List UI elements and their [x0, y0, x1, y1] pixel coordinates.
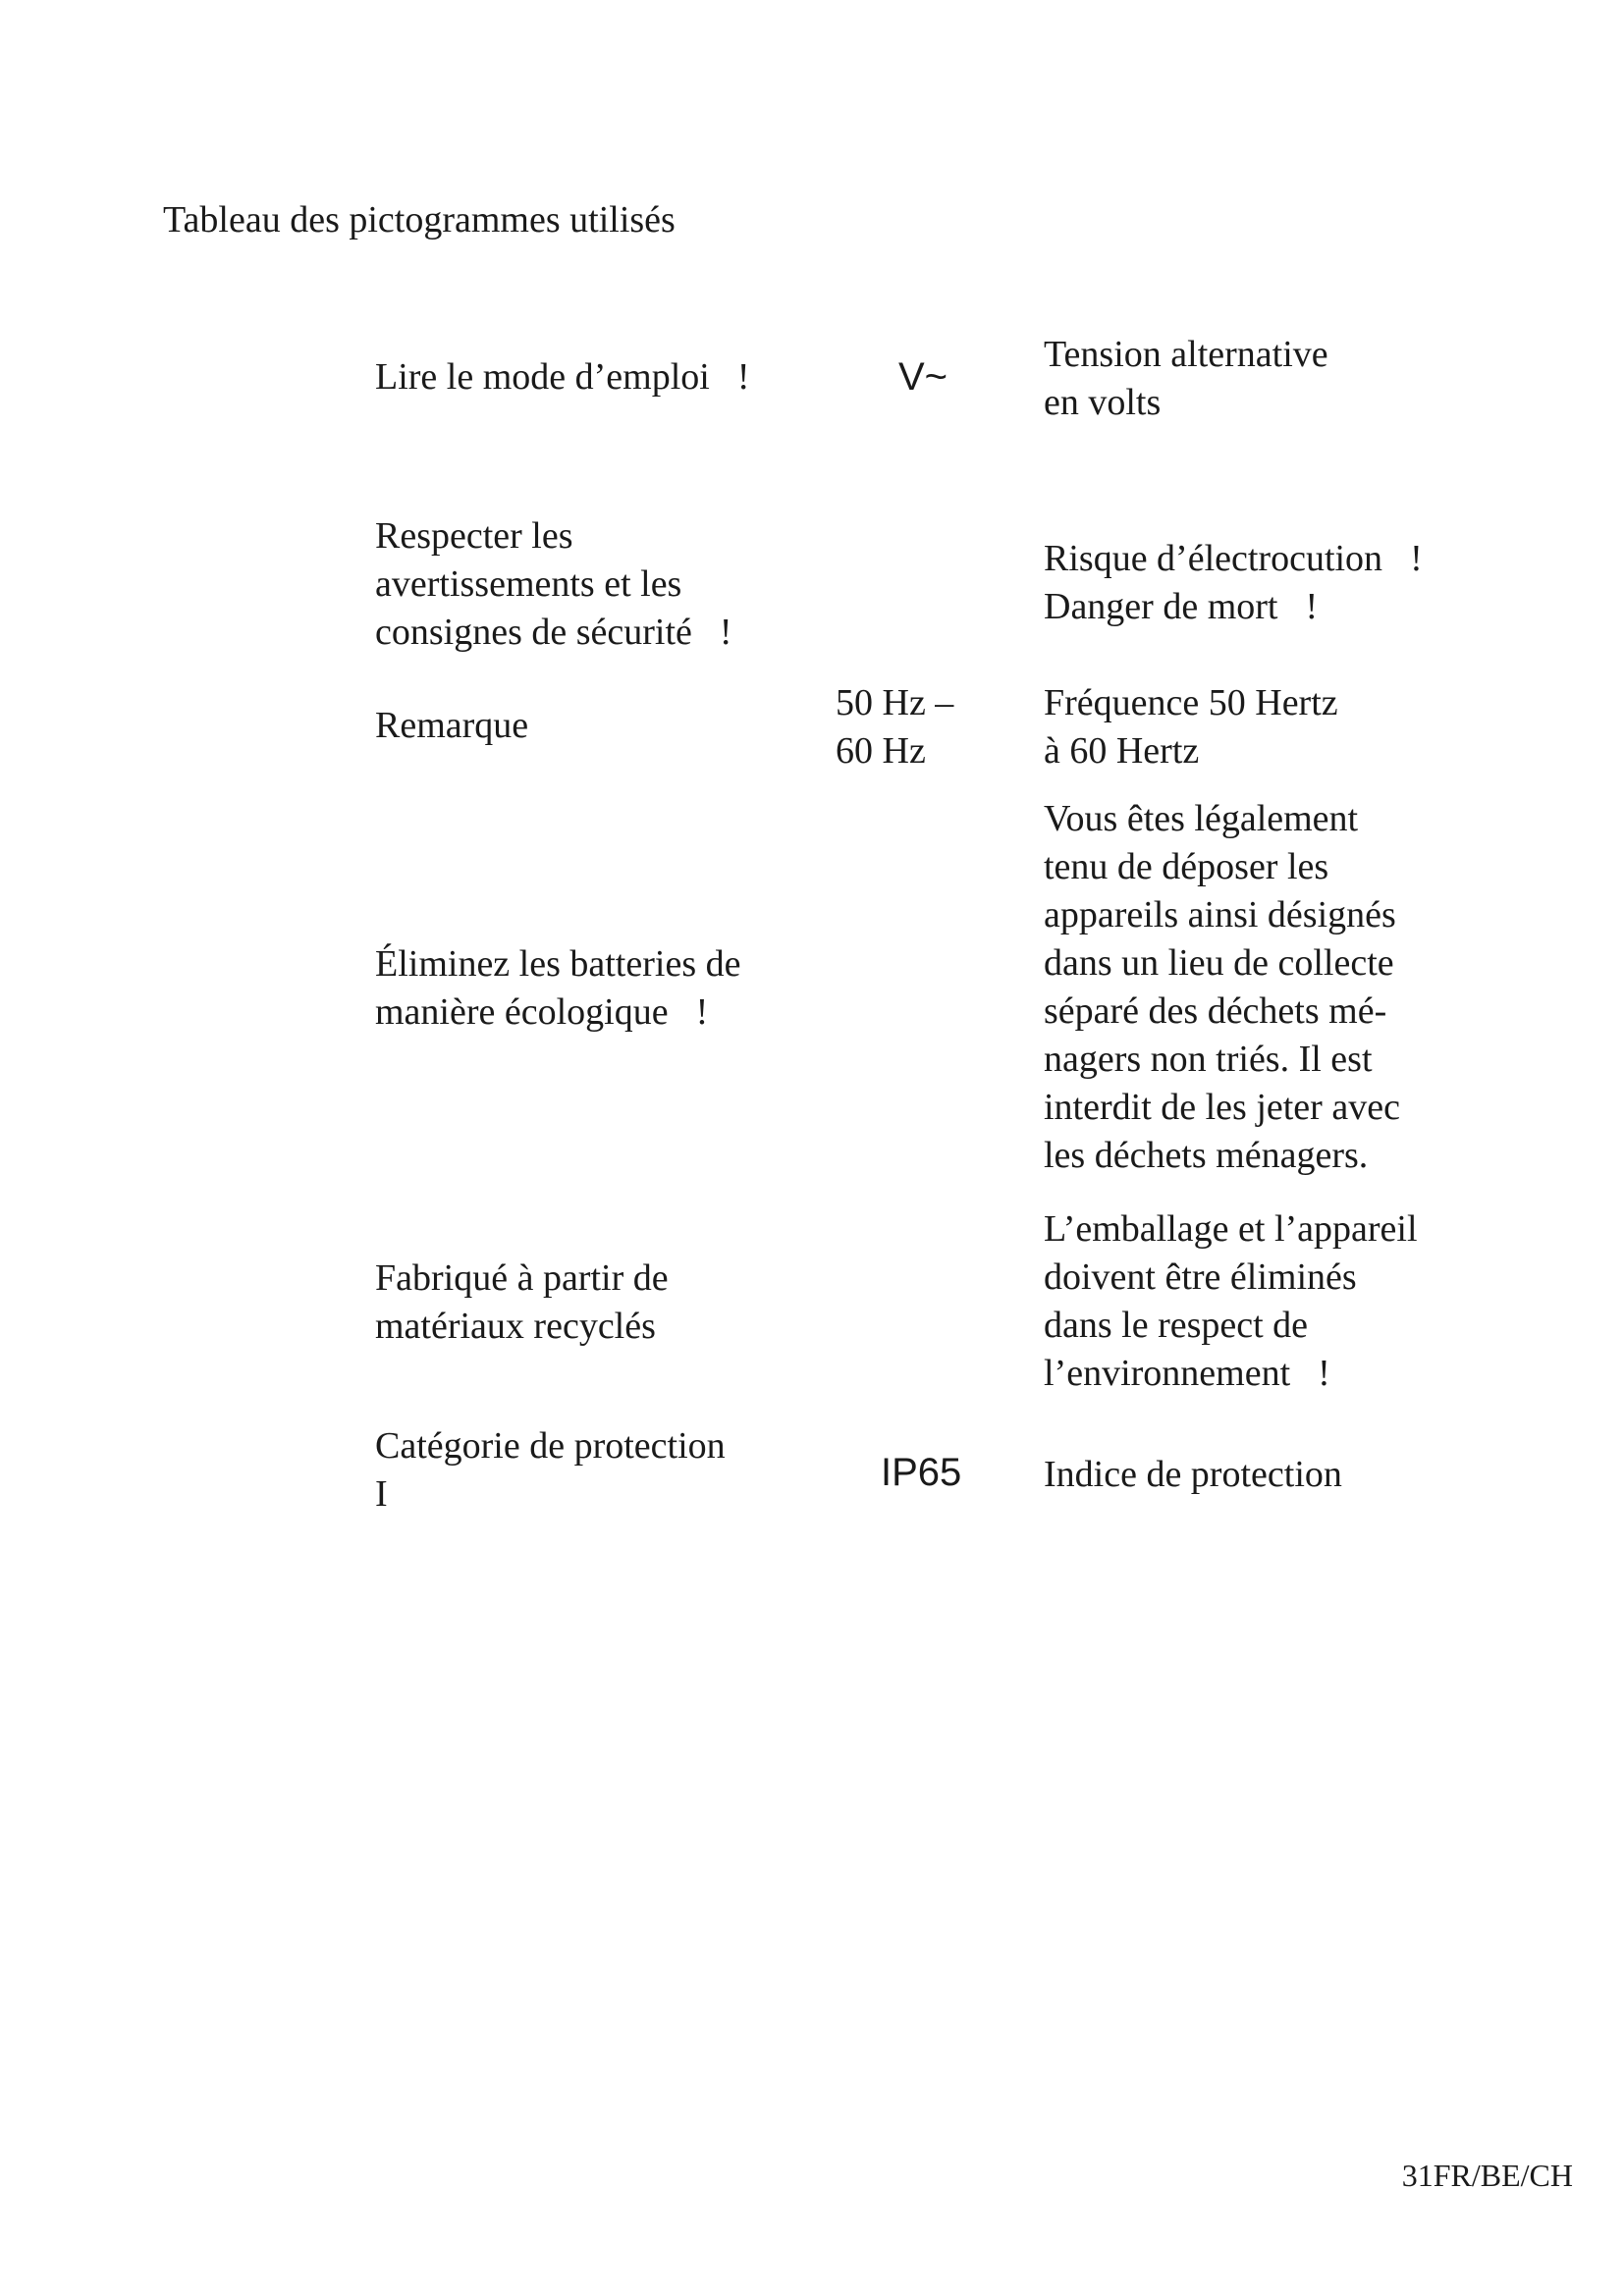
row-1-label-exclamation: ! [736, 356, 750, 398]
row-2-label-exclamation: ! [719, 612, 732, 653]
row-3-symbol-line: 60 Hz [836, 730, 926, 772]
row-4-description-line: appareils ainsi désignés [1044, 894, 1396, 935]
row-6-description: Indice de protection [1044, 1454, 1342, 1495]
row-5-description [1044, 1205, 1418, 1398]
row-4-description-line: séparé des déchets mé- [1044, 990, 1387, 1032]
row-2-label-line: Respecter les [375, 515, 573, 557]
row-2-description-line: Danger de mort [1044, 586, 1278, 627]
row-1-description-line: en volts [1044, 382, 1162, 423]
row-4-description-line: les déchets ménagers. [1044, 1135, 1369, 1176]
row-5-label-line: matériaux recyclés [375, 1306, 656, 1347]
row-5-description-exclamation: ! [1318, 1353, 1330, 1394]
row-4-description-line: dans un lieu de collecte [1044, 942, 1394, 984]
row-6-label [375, 1422, 726, 1519]
row-4-label-line: manière écologique [375, 991, 669, 1033]
row-4-label-exclamation: ! [695, 991, 709, 1033]
row-4-label-line: Éliminez les batteries de [375, 943, 741, 985]
row-2-description [1044, 535, 1423, 631]
row-4-description-line: Vous êtes légalement [1044, 798, 1359, 839]
row-4-description [1044, 795, 1400, 1180]
row-4-description-line: nagers non triés. Il est [1044, 1039, 1373, 1080]
row-3-symbol [836, 679, 953, 775]
row-5-description-line: l’environnement [1044, 1353, 1291, 1394]
row-2-label-line: consignes de sécurité [375, 612, 692, 653]
row-3-description-line: à 60 Hertz [1044, 730, 1200, 772]
row-1-symbol: V~ [898, 355, 948, 399]
row-1-label-text: Lire le mode d’emploi [375, 356, 710, 398]
page-title: Tableau des pictogrammes utilisés [163, 199, 676, 240]
row-6-label-line: I [375, 1473, 388, 1515]
row-1-description-line: Tension alternative [1044, 334, 1328, 375]
row-6-symbol: IP65 [881, 1451, 962, 1494]
row-3-description [1044, 679, 1338, 775]
row-4-label [375, 940, 740, 1037]
row-5-description-line: dans le respect de [1044, 1305, 1309, 1346]
row-4-description-line: interdit de les jeter avec [1044, 1087, 1400, 1128]
row-4-description-line: tenu de déposer les [1044, 846, 1329, 887]
row-2-description-line: Risque d’électrocution [1044, 538, 1383, 579]
page-footer: 31FR/BE/CH [1401, 2158, 1573, 2193]
row-5-label [375, 1255, 669, 1351]
row-3-description-line: Fréquence 50 Hertz [1044, 682, 1338, 723]
row-5-description-line: L’emballage et l’appareil [1044, 1208, 1418, 1250]
row-2-description-exclamation: ! [1305, 586, 1319, 627]
row-1-description [1044, 331, 1328, 427]
row-6-label-line: Catégorie de protection [375, 1425, 726, 1467]
row-3-label: Remarque [375, 705, 529, 746]
row-5-description-line: doivent être éliminés [1044, 1256, 1357, 1298]
row-2-label-line: avertissements et les [375, 563, 682, 605]
row-1-label [375, 353, 750, 401]
row-5-label-line: Fabriqué à partir de [375, 1257, 669, 1299]
row-2-description-exclamation: ! [1410, 538, 1423, 579]
row-2-label [375, 512, 732, 657]
row-3-symbol-line: 50 Hz – [836, 682, 954, 723]
